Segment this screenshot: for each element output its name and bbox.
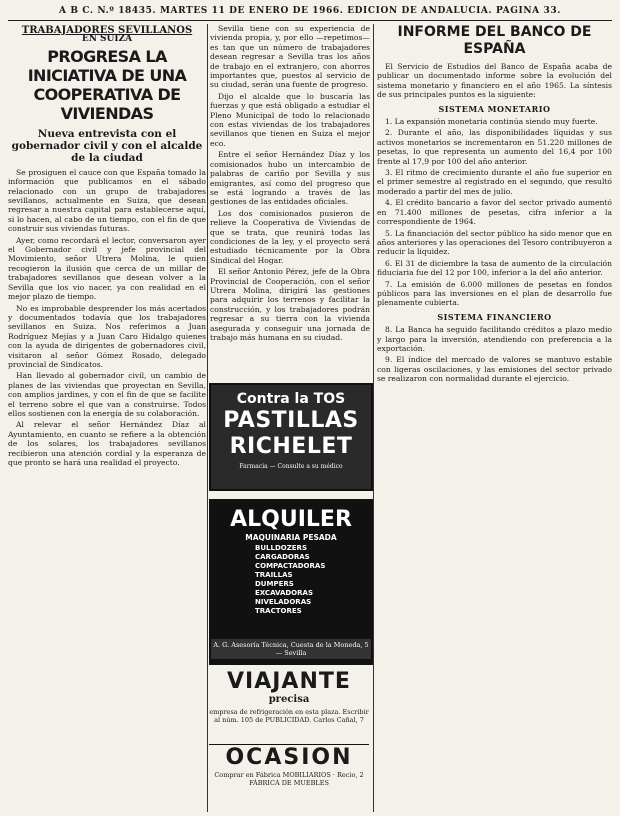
paragraph: El señor Antonio Pérez, jefe de la Obra Provincial de Cooperación, con el señor Utrera Molina, dirigirá las gestiones para adquirir los terrenos y facilitar la construcción, y los trabajadores podrán regresar a su tierra con la vivienda asegurada y conseguir una jornada de trabajo más humana en su ciudad. [210,267,370,342]
paragraph: Se prosiguen el cauce con que España tomado la información que publicamos en el sábado relacionado con un grupo de trabajadores sevillanos, actualmente en Suiza, que desean regresar a nuestra capital para establecerse aquí, si lo hacen, al cabo de un tiempo, con el fin de que construir sus viviendas futuras. [8,167,206,234]
paragraph: Han llevado al gobernador civil, un cambio de planes de las viviendas que proyectan en Sevilla, con amplios jardines, y con el fin de que se facilite el terreno sobre el que van a construirse. Todos ellos sostienen con la energía de su colaboración. [8,371,206,418]
alquiler-ad [209,499,373,665]
page-header: A B C. N.º 18435. MARTES 11 DE ENERO DE 1966. EDICION DE ANDALUCIA. PAGINA 33. [59,6,561,16]
ad-body: Comprar en Fábrica MOBILIARIOS · Recio, 2 FÁBRICA DE MUEBLES [214,771,364,787]
ad-fineprint: Farmacia — Consulte a su médico [239,463,343,470]
ad-title: VIAJANTE [227,670,351,694]
ad-item: EXCAVADORAS [255,589,313,597]
ad-body: empresa de refrigeración en esta plaza. Escribir al núm. 105 de PUBLICIDAD. Carlos Cañal, 7 [209,708,369,724]
ad-item: DUMPERS [255,580,294,588]
paragraph: Los dos comisionados pusieron de relieve la Cooperativa de Viviendas de que se trata, que reunirá todas las condiciones de la ley, y el proyecto será estudiado técnicamente por la Obra Sindical del Hogar. [210,208,370,265]
list-item: 7. La emisión de 6.000 millones de pesetas en fondos públicos para las inversiones en el plan de desarrollo fue plenamente cubierta. [377,279,612,308]
list-item: 2. Durante el año, las disponibilidades líquidas y sus activos monetarios se incrementaron en 51.220 millones de pesetas, lo que representa un aumento del 16,4 por 100 frente al 17,9 por 100 del año anterior. [377,128,612,166]
article-headline: PROGRESA LA INICIATIVA DE UNA COOPERATIVA DE VIVIENDAS [27,46,187,123]
list-item: 8. La Banca ha seguido facilitando créditos a plazo medio y largo para la inversión, atendiendo con preferencia a la exportación. [377,325,612,353]
paragraph: Sevilla tiene con su experiencia de vivienda propia, y, por ello —repetimos— es tan que un número de trabajadores desean regresar a Sevilla tras los años de trabajo en el extranjero, con ahorros importantes que, puestos al servicio de su ciudad, serán una fuente de progreso. [210,24,370,90]
section-heading: SISTEMA FINANCIERO [437,311,552,322]
ad-title: OCASION [225,745,353,770]
ad-item-list [255,544,371,616]
kicker-sub: EN SUIZA [81,34,133,45]
pastillas-ad [209,383,373,491]
header-rule [8,20,612,21]
paragraph: Ayer, como recordará el lector, conversaron ayer el Gobernador civil y jefe provincial del Movimiento, señor Utrera Molina, le quien recogieron la ilusión que cerca de un millar de trabajadores sevillanos que desean volver a la Sevilla que los vio nacer, ya con realidad en el mejor plazo de tiempo. [8,235,206,302]
paragraph: Dijo el alcalde que lo buscaría las fuerzas y que está obligado a estudiar el Pleno Municipal de todo lo relacionado con estas viviendas de los trabajadores sevillanos que tienen en Suiza el mejor eco. [210,91,370,148]
middle-article [210,24,370,376]
section-heading: SISTEMA MONETARIO [438,103,551,114]
viajante-ad [209,670,369,738]
list-item: 9. El índice del mercado de valores se mantuvo estable con ligeras oscilaciones, y las emisiones del sector privado se realizaron con normalidad durante el ejercicio. [377,355,612,384]
ad-title: ALQUILER [230,507,352,532]
ad-item: CARGADORAS [255,553,310,561]
ad-footer: A. G. Asesoría Técnica, Cuesta de la Moneda, 5 — Sevilla [211,639,371,659]
paragraph: No es improbable desprender los más acertados y documentados todavía que los trabajadores sevillanos en Suiza. Nos referimos a Juan Rodríguez Mejías y a Juan Caro Hidalgo quienes con la ayuda de dirigentes de gobernadores civil, visitaron al señor Gómez Rosado, delegado provincial de Sindicatos. [8,303,206,369]
ad-item: BULLDOZERS [255,544,307,552]
ad-item: COMPACTADORAS [255,562,326,570]
kicker: TRABAJADORES SEVILLANOS [21,25,193,36]
right-article [377,24,612,812]
intro-paragraph: El Servicio de Estudios del Banco de España acaba de publicar un documentado informe sobre la evolución del sistema monetario y financiero en el año 1965. La síntesis de sus principales puntos es la siguiente: [377,62,612,100]
ad-subtitle: MAQUINARIA PESADA [245,533,337,542]
ocasion-ad [209,744,369,813]
ad-item: TRAILLAS [255,571,293,579]
article-subhead: Nueva entrevista con el gobernador civil y con el alcalde de la ciudad [11,127,203,164]
ad-brand: RICHELET [229,434,353,459]
list-item: 1. La expansión monetaria continúa siendo muy fuerte. [385,117,598,127]
ad-subtitle: precisa [268,694,310,705]
column-divider [207,24,208,812]
ad-tagline: Contra la TOS [236,391,346,407]
ad-item: NIVELADORAS [255,598,312,606]
article-headline: INFORME DEL BANCO DE ESPAÑA [397,24,592,57]
list-item: 4. El crédito bancario a favor del sector privado aumentó en 71.400 millones de pesetas, cifra inferior a la correspondiente de 1964. [377,198,612,227]
ad-brand: PASTILLAS [223,408,359,433]
paragraph: Al relevar el señor Hernández Díaz al Ayuntamiento, en cuanto se refiere a la obtención de los solares, los trabajadores sevillanos recibieron una atención cordial y la esperanza de que pronto se hará una realidad el proyecto. [8,420,206,467]
list-item: 6. El 31 de diciembre la tasa de aumento de la circulación fiduciaria fue del 12 por 100, inferior a la del año anterior. [377,258,612,278]
list-item: 5. La financiación del sector público ha sido menor que en años anteriores y las operaciones del Tesoro contribuyeron a reducir la liquidez. [377,228,612,257]
left-article [8,24,206,812]
ad-item: TRACTORES [255,607,302,615]
list-item: 3. El ritmo de crecimiento durante el año fue superior en el primer semestre al registrado en el segundo, que resultó moderado a partir del mes de julio. [377,168,612,196]
column-divider [373,24,374,812]
paragraph: Entre el señor Hernández Díaz y los comisionados hubo un intercambio de palabras de cariño por Sevilla y sus emigrantes, así como del progreso que se está logrando a través de las gestiones de las entidades oficiales. [210,150,370,207]
